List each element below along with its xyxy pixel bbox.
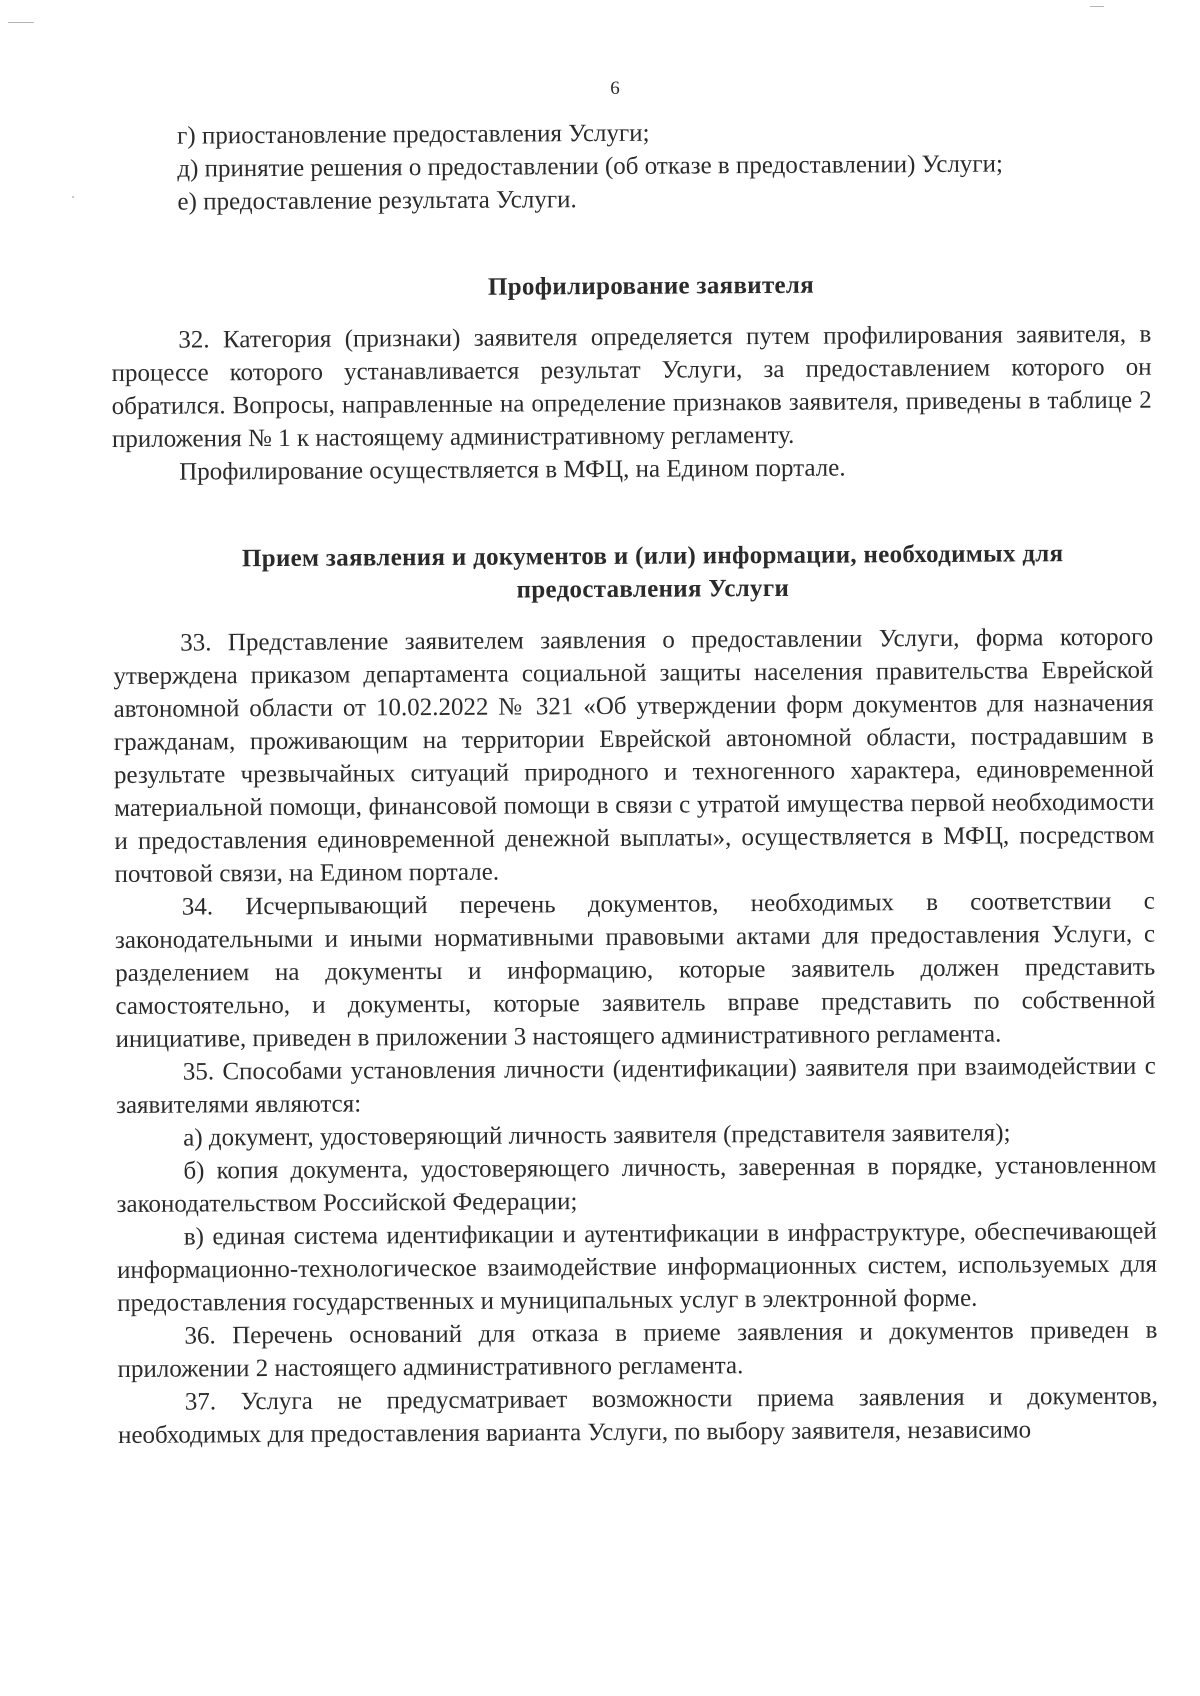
paragraph-36: 36. Перечень оснований для отказа в приеме заявления и документов приведен в приложении 2 настоящего административного регламента. bbox=[117, 1316, 1158, 1383]
list-item-d: д) принятие решения о предоставлении (об отказе в предоставлении) Услуги; bbox=[177, 150, 1004, 183]
scan-artifact-left bbox=[8, 22, 34, 23]
page-number: 6 bbox=[610, 78, 620, 99]
section-heading-line-1: Прием заявления и документов и (или) информации, необходимых для bbox=[241, 540, 1064, 573]
list-item-e: е) предоставление результата Услуги. bbox=[177, 186, 577, 216]
paragraph-32: 32. Категория (признаки) заявителя определяется путем профилирования заявителя, в процессе которого устанавливается результат Услуги, за предоставлением которого он обратился. Вопросы, направленные на определение признаков заявителя, приведены в таблице 2 приложения № 1 к настоящему административному регламенту. bbox=[111, 320, 1152, 453]
paragraph-35-b: б) копия документа, удостоверяющего личность, заверенная в порядке, установленном законодательством Российской Федерации; bbox=[116, 1151, 1157, 1218]
list-item-g: г) приостановление предоставления Услуги; bbox=[177, 119, 650, 150]
paragraph-35: 35. Способами установления личности (идентификации) заявителя при взаимодействии с заявителями являются: bbox=[115, 1052, 1156, 1119]
section-heading-application-intake bbox=[113, 537, 1153, 609]
scan-artifact-dot bbox=[72, 196, 74, 198]
document-body bbox=[110, 114, 1158, 1452]
paragraph-37: 37. Услуга не предусматривает возможности приема заявления и документов, необходимых для предоставления варианта Услуги, по выбору заявителя, независимо bbox=[117, 1382, 1158, 1449]
paragraph-35-v: в) единая система идентификации и аутентификации в инфраструктуре, обеспечивающей информационно-технологическое взаимодействие информационных систем, используемых для предоставления государственных и муниципальных услуг в электронной форме. bbox=[116, 1217, 1158, 1317]
paragraph-profiling-location: Профилирование осуществляется в МФЦ, на Едином портале. bbox=[179, 454, 846, 486]
section-heading-line-2: предоставления Услуги bbox=[516, 574, 790, 604]
section-heading-profiling: Профилирование заявителя bbox=[487, 271, 815, 301]
paragraph-35-a: а) документ, удостоверяющий личность заявителя (представителя заявителя); bbox=[183, 1119, 1011, 1152]
paragraph-33: 33. Представление заявителем заявления о предоставлении Услуги, форма которого утверждена приказом департамента социальной защиты населения правительства Еврейской автономной области от 10.02.2022 № 321 «Об утверждении форм документов для назначения гражданам, проживающим на территории Еврейской автономной области, пострадавшим в результате чрезвычайных ситуаций природного и техногенного характера, единовременной материальной помощи, финансовой помощи в связи с утратой имущества первой необходимости и предоставления единовременной денежной выплаты», осуществляется в МФЦ, посредством почтовой связи, на Едином портале. bbox=[113, 623, 1155, 888]
scan-artifact-right bbox=[1090, 6, 1104, 7]
paragraph-34: 34. Исчерпывающий перечень документов, необходимых в соответствии с законодательными и иными нормативными правовыми актами для предоставления Услуги, с разделением на документы и информацию, которые заявитель должен представить самостоятельно, и документы, которые заявитель вправе представить по собственной инициативе, приведен в приложении 3 настоящего административного регламента. bbox=[114, 887, 1156, 1053]
